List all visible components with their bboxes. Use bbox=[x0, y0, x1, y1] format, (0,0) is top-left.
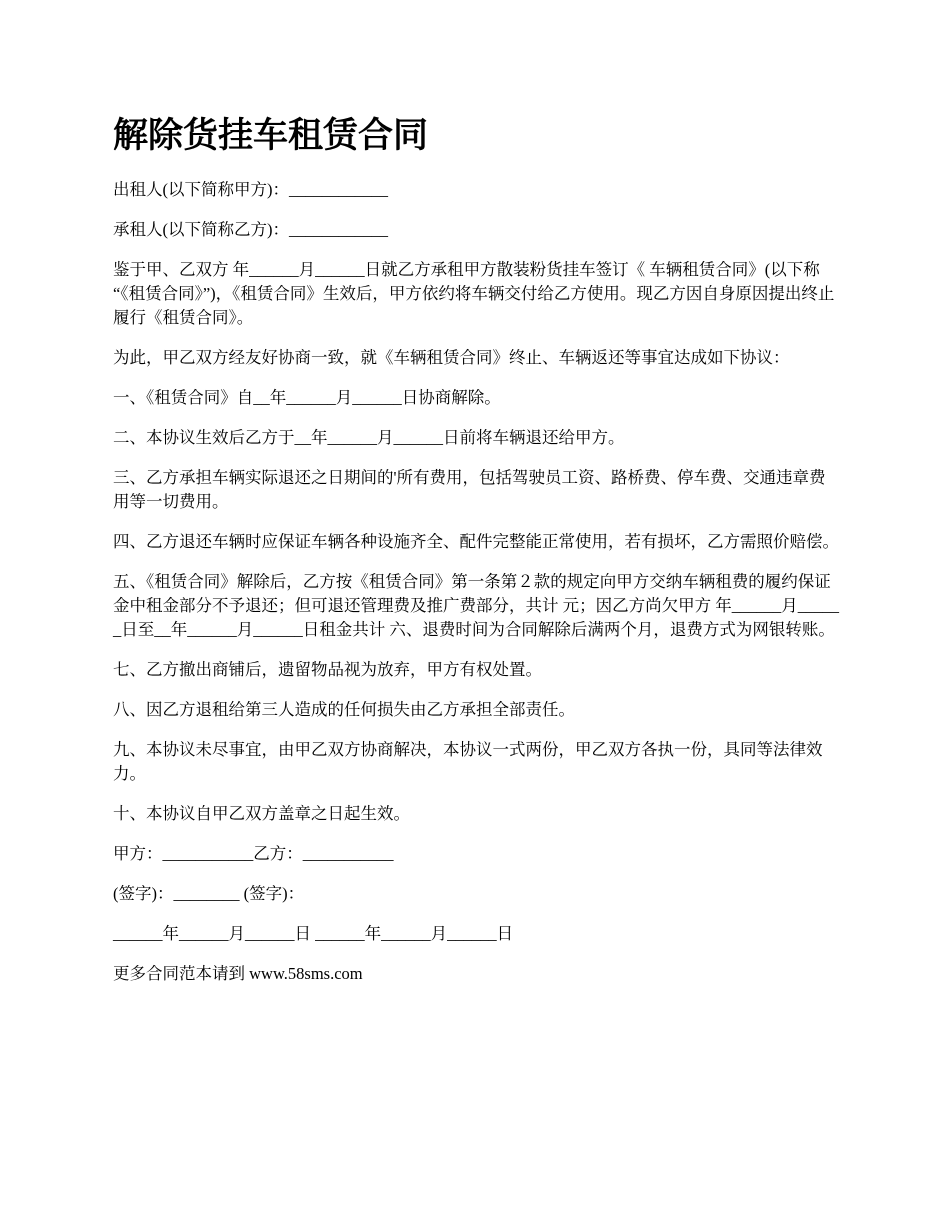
date-line: ______年______月______日 ______年______月______日 bbox=[113, 924, 514, 943]
lessee-line: 承租人(以下简称乙方)：____________ bbox=[113, 220, 388, 239]
agreement-intro: 为此，甲乙双方经友好协商一致，就《车辆租赁合同》终止、车辆返还等事宜达成如下协议： bbox=[113, 348, 790, 367]
clause-4: 四、乙方退还车辆时应保证车辆各种设施齐全、配件完整能正常使用，若有损坏，乙方需照价赔偿。 bbox=[113, 532, 839, 551]
clause-1: 一、《租赁合同》自__年______月______日协商解除。 bbox=[113, 388, 501, 407]
document-title: 解除货挂车租赁合同 bbox=[113, 116, 429, 156]
clause-3: 三、乙方承担车辆实际退还之日期间的'所有费用，包括驾驶员工资、路桥费、停车费、交通违章费用等一切费用。 bbox=[113, 468, 826, 511]
footer-note: 更多合同范本请到 www.58sms.com bbox=[113, 964, 363, 983]
clause-5: 五、《租赁合同》解除后，乙方按《租赁合同》第一条第２款的规定向甲方交纳车辆租费的履约保证金中租金部分不予退还；但可退还管理费及推广费部分，共计 元；因乙方尚欠甲方 年______月______日至__年______月______日租金共计 六、退费时间为合同解除后满两个月，退费方式为网银转账。 bbox=[113, 572, 839, 639]
clause-7: 七、乙方撤出商铺后，遗留物品视为放弃，甲方有权处置。 bbox=[113, 660, 542, 679]
clause-9: 九、本协议未尽事宜，由甲乙双方协商解决，本协议一式两份，甲乙双方各执一份，具同等法律效力。 bbox=[113, 740, 823, 783]
clause-2: 二、本协议生效后乙方于__年______月______日前将车辆退还给甲方。 bbox=[113, 428, 625, 447]
party-signature-line: 甲方：___________乙方：___________ bbox=[113, 844, 394, 863]
document-body bbox=[113, 178, 840, 1002]
clause-8: 八、因乙方退租给第三人造成的任何损失由乙方承担全部责任。 bbox=[113, 700, 575, 719]
lessor-line: 出租人(以下简称甲方)：____________ bbox=[113, 180, 388, 199]
clause-10: 十、本协议自甲乙双方盖章之日起生效。 bbox=[113, 804, 410, 823]
signature-line: (签字)：________ (签字)： bbox=[113, 884, 305, 903]
recital-paragraph: 鉴于甲、乙双方 年______月______日就乙方承租甲方散装粉货挂车签订《 车辆租赁合同》(以下称 “《租赁合同》”)，《租赁合同》生效后，甲方依约将车辆交付给乙方使用。现乙方因自身原因提出终止履行《租赁合同》。 bbox=[113, 260, 835, 327]
